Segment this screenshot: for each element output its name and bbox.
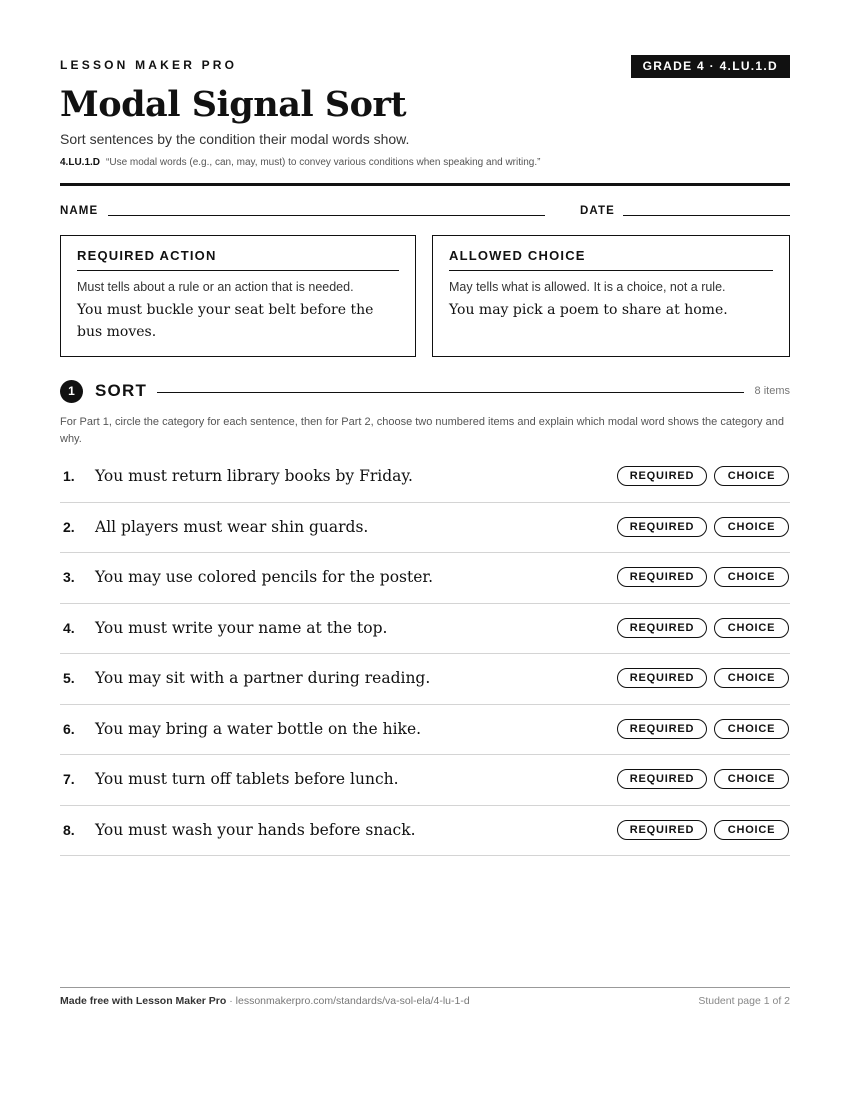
required-action-heading: REQUIRED ACTION xyxy=(77,248,399,271)
required-option[interactable]: REQUIRED xyxy=(617,719,707,739)
item-sentence: You must turn off tablets before lunch. xyxy=(95,770,399,788)
item-number: 4. xyxy=(63,619,75,636)
item-sentence: You may sit with a partner during reading. xyxy=(95,669,431,687)
choice-option[interactable]: CHOICE xyxy=(714,618,789,638)
choice-option[interactable]: CHOICE xyxy=(714,466,789,486)
required-option[interactable]: REQUIRED xyxy=(617,820,707,840)
list-item xyxy=(60,755,790,806)
item-number: 2. xyxy=(63,518,75,535)
required-option[interactable]: REQUIRED xyxy=(617,618,707,638)
brand-name: LESSON MAKER PRO xyxy=(60,58,238,72)
section-header xyxy=(60,380,790,404)
required-action-example: You must buckle your seat belt before the bus moves. xyxy=(77,302,374,340)
page-title: Modal Signal Sort xyxy=(60,84,407,125)
choice-option[interactable]: CHOICE xyxy=(714,517,789,537)
list-item xyxy=(60,452,790,503)
required-option[interactable]: REQUIRED xyxy=(617,567,707,587)
footer-url: · lessonmakerpro.com/standards/va-sol-ela/4-lu-1-d xyxy=(226,995,470,1007)
section-instructions: For Part 1, circle the category for each sentence, then for Part 2, choose two numbered items and explain which modal word shows the category and why. xyxy=(60,416,784,445)
list-item xyxy=(60,806,790,857)
worksheet-page xyxy=(60,0,790,1100)
footer-credit xyxy=(60,995,470,1007)
list-item xyxy=(60,604,790,655)
allowed-choice-heading: ALLOWED CHOICE xyxy=(449,248,773,271)
allowed-choice-box xyxy=(432,235,790,357)
item-number: 6. xyxy=(63,720,75,737)
item-number: 1. xyxy=(63,468,75,484)
choice-option[interactable]: CHOICE xyxy=(714,820,789,840)
date-field[interactable] xyxy=(623,215,790,216)
item-sentence: You may use colored pencils for the poster. xyxy=(95,568,434,586)
list-item xyxy=(60,553,790,604)
footer-divider xyxy=(60,987,790,988)
allowed-choice-example: You may pick a poem to share at home. xyxy=(449,302,728,318)
name-field[interactable] xyxy=(108,215,545,216)
footer-page-number: Student page 1 of 2 xyxy=(698,995,790,1007)
item-number: 5. xyxy=(63,670,75,686)
standard-code: 4.LU.1.D xyxy=(60,157,101,168)
choice-option[interactable]: CHOICE xyxy=(714,567,789,587)
item-sentence: You must return library books by Friday. xyxy=(95,467,413,485)
page-subtitle: Sort sentences by the condition their modal words show. xyxy=(60,131,410,147)
header-divider xyxy=(60,183,790,186)
choice-option[interactable]: CHOICE xyxy=(714,719,789,739)
section-item-count: 8 items xyxy=(754,385,790,397)
required-option[interactable]: REQUIRED xyxy=(617,668,707,688)
section-divider xyxy=(157,392,744,393)
required-option[interactable]: REQUIRED xyxy=(617,769,707,789)
list-item xyxy=(60,654,790,705)
item-number: 3. xyxy=(63,569,75,585)
list-item xyxy=(60,705,790,756)
list-item xyxy=(60,503,790,554)
required-action-box xyxy=(60,235,416,357)
standard-line xyxy=(60,157,540,168)
name-date-row xyxy=(60,204,790,220)
choice-option[interactable]: CHOICE xyxy=(714,769,789,789)
item-sentence: You must write your name at the top. xyxy=(95,618,388,637)
item-number: 8. xyxy=(63,821,75,838)
required-action-description: Must tells about a rule or an action that is needed. xyxy=(77,280,354,294)
required-option[interactable]: REQUIRED xyxy=(617,466,707,486)
allowed-choice-description: May tells what is allowed. It is a choice, not a rule. xyxy=(449,280,726,294)
footer-made-with: Made free with Lesson Maker Pro xyxy=(60,995,227,1007)
section-number-badge: 1 xyxy=(60,380,83,403)
required-option[interactable]: REQUIRED xyxy=(617,517,707,537)
standard-text: “Use modal words (e.g., can, may, must) to convey various conditions when speaking and writing.” xyxy=(106,157,541,168)
item-number: 7. xyxy=(63,771,75,787)
name-label: NAME xyxy=(60,205,99,217)
item-sentence: You must wash your hands before snack. xyxy=(95,820,416,839)
choice-option[interactable]: CHOICE xyxy=(714,668,789,688)
item-sentence: All players must wear shin guards. xyxy=(95,517,369,536)
section-title: SORT xyxy=(95,381,148,400)
sort-items-list xyxy=(60,452,790,856)
item-sentence: You may bring a water bottle on the hike. xyxy=(95,719,422,738)
grade-badge: GRADE 4 · 4.LU.1.D xyxy=(631,55,790,78)
date-label: DATE xyxy=(580,205,615,217)
